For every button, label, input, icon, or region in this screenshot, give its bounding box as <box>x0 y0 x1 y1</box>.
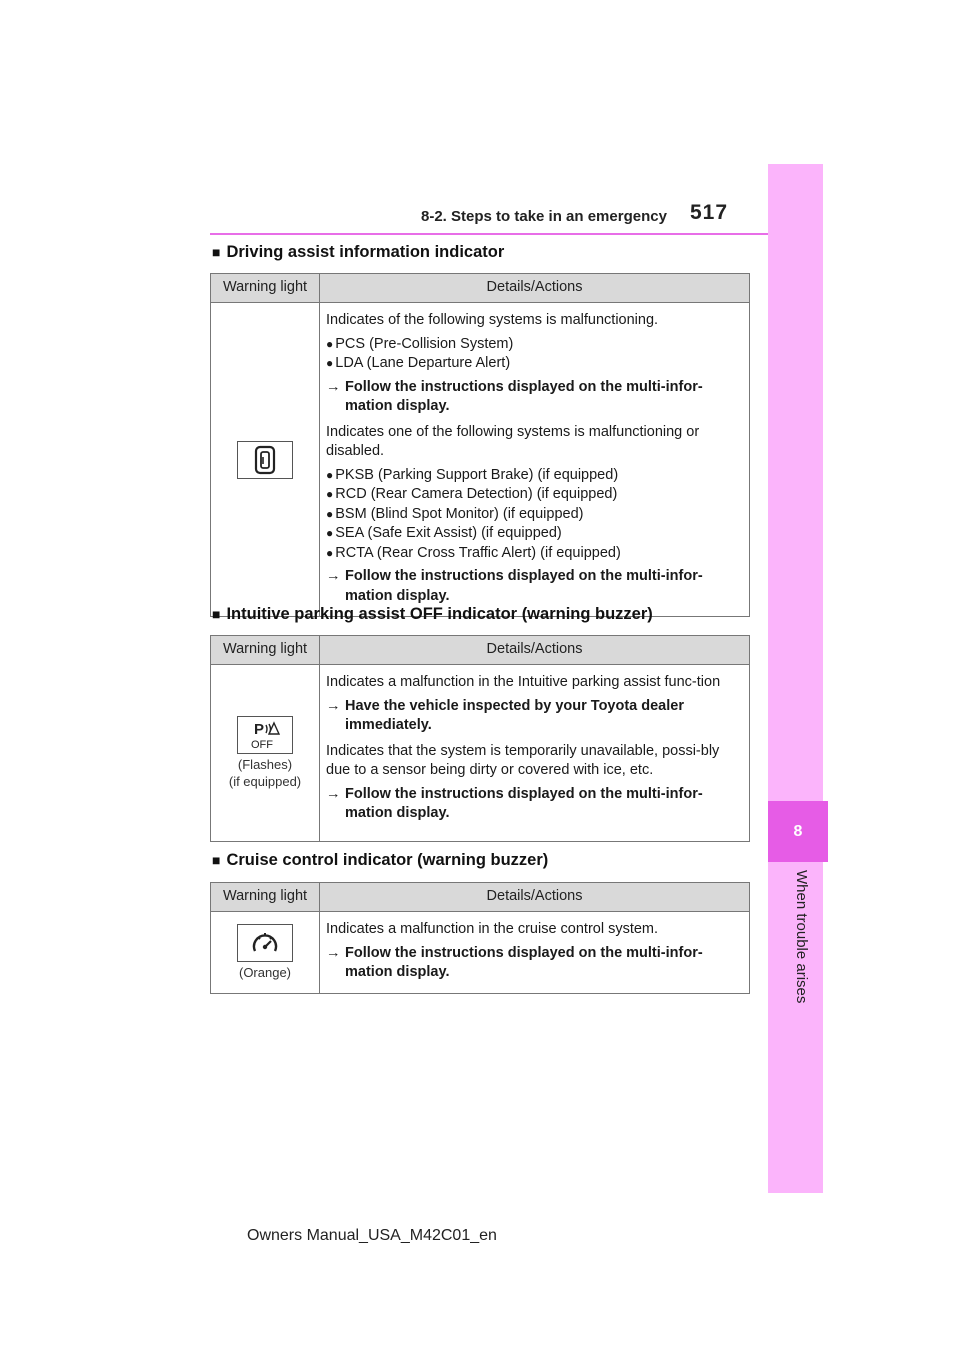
warning-light-cell <box>211 303 320 617</box>
svg-text:OFF: OFF <box>251 739 273 751</box>
cruise-control-table <box>210 882 750 994</box>
section-breadcrumb: 8-2. Steps to take in an emergency <box>421 208 667 225</box>
list-item: ● SEA (Safe Exit Assist) (if equipped) <box>326 524 743 544</box>
col-header-details: Details/Actions <box>320 636 750 665</box>
chapter-label: When trouble arises <box>793 870 810 1004</box>
details-cell <box>320 665 750 842</box>
arrow-icon: → <box>326 568 341 584</box>
detail-intro: Indicates a malfunction in the cruise control system. <box>326 921 659 937</box>
section-marker-icon: ■ <box>212 606 221 622</box>
header-divider <box>210 233 768 235</box>
section-title-parking-assist: ■ Intuitive parking assist OFF indicator (warning buzzer) <box>212 605 653 623</box>
details-cell <box>320 303 750 617</box>
chapter-side-tab <box>768 164 823 1193</box>
col-header-details: Details/Actions <box>320 883 750 912</box>
arrow-icon: → <box>326 378 341 395</box>
section-marker-icon: ■ <box>212 852 221 868</box>
section-title-driving-assist: ■ Driving assist information indicator <box>212 243 505 261</box>
col-header-warning-light: Warning light <box>211 636 320 665</box>
chapter-number-badge: 8 <box>768 801 828 862</box>
action-instruction: → Follow the instructions displayed on the multi-infor-mation display. <box>326 785 703 821</box>
col-header-details: Details/Actions <box>320 274 750 303</box>
action-instruction: → Have the vehicle inspected by your Toyota dealer immediately. <box>326 697 684 733</box>
list-item: ● LDA (Lane Departure Alert) <box>326 354 743 374</box>
icon-note: (Flashes) <box>237 757 293 772</box>
driving-assist-info-icon <box>237 441 293 479</box>
driving-assist-table <box>210 273 750 617</box>
list-item: ● RCTA (Rear Cross Traffic Alert) (if equipped) <box>326 544 743 564</box>
arrow-icon: → <box>326 785 341 802</box>
col-header-warning-light: Warning light <box>211 883 320 912</box>
parking-assist-table <box>210 635 750 842</box>
icon-note: (Orange) <box>238 964 292 980</box>
section-title-cruise-control: ■ Cruise control indicator (warning buzzer) <box>212 851 549 869</box>
detail-intro: Indicates that the system is temporarily unavailable, possi-bly due to a sensor being dirty or covered with ice, etc. <box>326 742 720 778</box>
list-item: ● BSM (Blind Spot Monitor) (if equipped) <box>326 505 743 525</box>
cruise-control-icon <box>237 924 293 962</box>
section-marker-icon: ■ <box>212 244 221 260</box>
arrow-icon: → <box>326 697 341 714</box>
list-item: ● PKSB (Parking Support Brake) (if equipped) <box>326 466 743 486</box>
warning-light-cell <box>211 912 320 994</box>
action-instruction: → Follow the instructions displayed on the multi-infor-mation display. <box>326 568 703 604</box>
warning-light-cell <box>211 665 320 842</box>
svg-text:P: P <box>254 721 265 738</box>
details-cell <box>320 912 750 994</box>
icon-note: (if equipped) <box>228 774 302 789</box>
parking-assist-off-icon <box>237 716 293 754</box>
detail-intro: Indicates one of the following systems is malfunctioning or disabled. <box>326 423 700 459</box>
manual-footer: Owners Manual_USA_M42C01_en <box>247 1227 497 1244</box>
arrow-icon: → <box>326 944 341 961</box>
detail-intro: Indicates a malfunction in the Intuitive parking assist func-tion <box>326 674 721 690</box>
detail-intro: Indicates of the following systems is malfunctioning. <box>326 312 659 328</box>
action-instruction: → Follow the instructions displayed on the multi-infor-mation display. <box>326 944 703 980</box>
action-instruction: → Follow the instructions displayed on the multi-infor-mation display. <box>326 378 703 414</box>
col-header-warning-light: Warning light <box>211 274 320 303</box>
page-number: 517 <box>690 201 729 224</box>
list-item: ● PCS (Pre-Collision System) <box>326 335 743 355</box>
list-item: ● RCD (Rear Camera Detection) (if equipped) <box>326 485 743 505</box>
